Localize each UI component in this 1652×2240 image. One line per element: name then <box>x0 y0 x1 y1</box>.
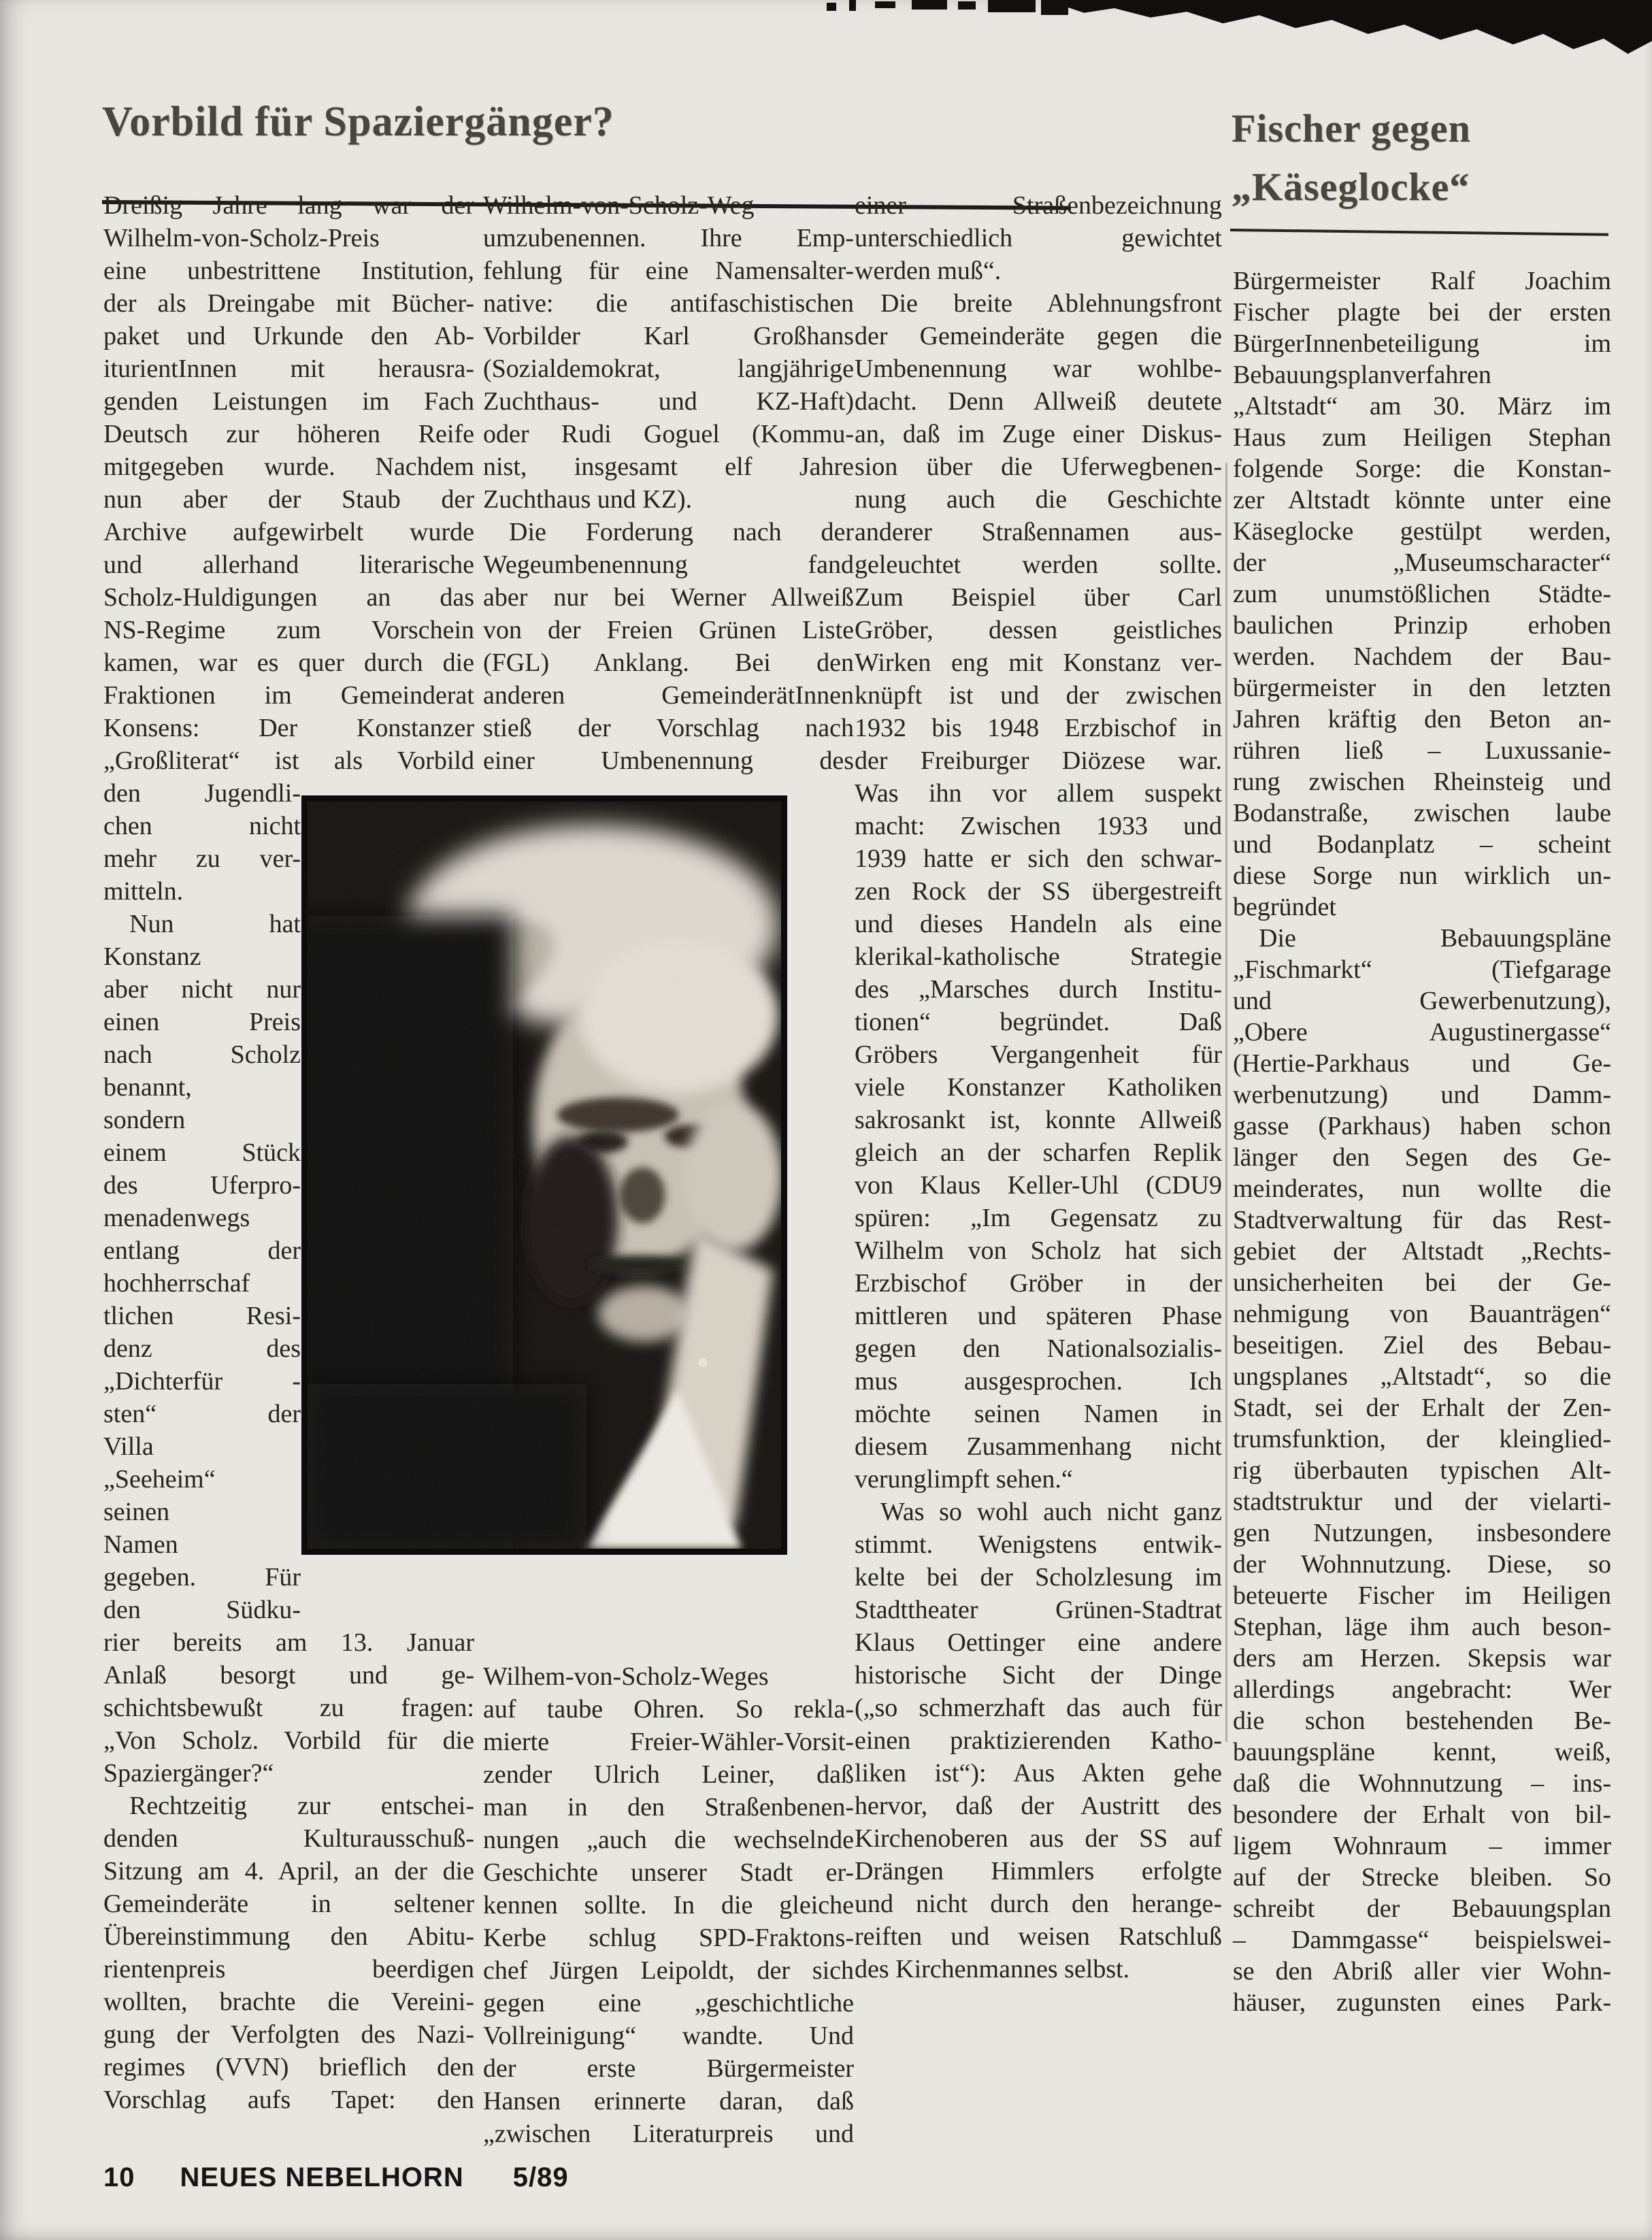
text-line: Konstanz <box>103 942 201 971</box>
text-line: Dreißig Jahre lang war der <box>103 191 474 220</box>
text-line: Käseglocke gestülpt werden, <box>1233 517 1611 546</box>
text-line: native: die antifaschistischen <box>483 289 854 318</box>
text-line: macht: Zwischen 1933 und <box>855 812 1222 840</box>
text-line: nung auch die Geschichte <box>855 485 1222 514</box>
text-line: ligem Wohnraum – immer <box>1233 1832 1611 1860</box>
text-line: BürgerInnenbeteiligung im <box>1233 329 1611 358</box>
text-line: zer Altstadt könnte unter eine <box>1233 486 1611 514</box>
text-line: werden. Nachdem der Bau- <box>1233 642 1611 671</box>
text-line: und allerhand literarische <box>103 550 474 579</box>
text-line: wollten, brachte die Vereini- <box>103 1988 474 2016</box>
text-line: 1932 bis 1948 Erzbischof in <box>855 714 1222 742</box>
text-line: reiften und weisen Ratschluß <box>855 1922 1222 1951</box>
text-line: kennen sollte. In die gleiche <box>483 1891 854 1920</box>
text-line: fehlung für eine Namensalter- <box>483 257 854 285</box>
text-line: Wilhem-von-Scholz-Weges <box>483 1662 769 1691</box>
text-line: gebiet der Altstadt „Rechts- <box>1233 1237 1611 1266</box>
text-line: häuser, zugunsten eines Park- <box>1233 1988 1611 2017</box>
text-line: aber nicht nur <box>103 975 301 1004</box>
text-line: von Klaus Keller-Uhl (CDU9 <box>855 1171 1222 1200</box>
text-line: Kirchenoberen aus der SS auf <box>855 1824 1222 1853</box>
text-line: kamen, war es quer durch die <box>103 648 474 677</box>
text-line: Jahren kräftig den Beton an- <box>1233 705 1611 734</box>
text-line: paket und Urkunde den Ab- <box>103 322 474 350</box>
text-line: hervor, daß der Austritt des <box>855 1792 1222 1820</box>
text-line: Nun hat <box>103 910 301 938</box>
text-line: Sitzung am 4. April, an der die <box>103 1857 474 1885</box>
text-line: Wegeumbenennung fand <box>483 550 854 579</box>
article1-column3 <box>855 189 1222 1986</box>
article2-column <box>1233 265 1611 2018</box>
text-line: Die breite Ablehnungsfront <box>855 289 1222 318</box>
text-line: bürgermeister in den letzten <box>1233 674 1611 702</box>
text-line: iturientInnen mit herausra- <box>103 355 474 383</box>
text-line: Wilhelm von Scholz hat sich <box>855 1236 1222 1265</box>
text-line: einen praktizierenden Katho- <box>855 1726 1222 1755</box>
text-line: Vorschlag aufs Tapet: den <box>103 2086 474 2114</box>
text-line: (FGL) Anklang. Bei den <box>483 648 854 677</box>
text-line: (Hertie-Parkhaus und Ge- <box>1233 1049 1611 1078</box>
text-line: beteuerte Fischer im Heiligen <box>1233 1581 1611 1610</box>
text-line: regimes (VVN) brieflich den <box>103 2053 474 2081</box>
text-line: umzubenennen. Ihre Emp- <box>483 224 854 252</box>
text-line: nun aber der Staub der <box>103 485 474 514</box>
text-line: Vollreinigung“ wandte. Und <box>483 2022 854 2050</box>
text-line: werden muß“. <box>855 257 1002 285</box>
text-line: des Uferpro- <box>103 1171 301 1200</box>
text-line: an, daß im Zuge einer Diskus- <box>855 420 1222 448</box>
text-line: („so schmerzhaft das auch für <box>855 1694 1222 1722</box>
text-line: und Gewerbenutzung), <box>1233 987 1611 1015</box>
text-line: unsicherheiten bei der Ge- <box>1233 1268 1611 1297</box>
text-line: Stadttheater Grünen-Stadtrat <box>855 1596 1222 1624</box>
text-line: geleuchtet werden sollte. <box>855 550 1222 579</box>
scan-artifact-mark <box>988 0 1036 12</box>
text-line: Scholz-Huldigungen an das <box>103 583 474 612</box>
portrait-photo-graphic <box>308 802 781 1549</box>
text-line: mus ausgesprochen. Ich <box>855 1367 1222 1396</box>
text-line: seinen <box>103 1498 170 1526</box>
text-line: zum unumstößlichen Städte- <box>1233 580 1611 608</box>
text-line: denden Kulturausschuß- <box>103 1824 474 1853</box>
text-line: Was ihn vor allem suspekt <box>855 779 1222 808</box>
article1-column2-top <box>483 189 854 777</box>
text-line: Die Forderung nach der <box>483 518 854 546</box>
portrait-photo <box>301 795 787 1555</box>
text-line: Haus zum Heiligen Stephan <box>1233 423 1611 452</box>
text-line: die schon bestehenden Be- <box>1233 1707 1611 1735</box>
text-line: Vorbilder Karl Großhans <box>483 322 854 350</box>
text-line: Umbenennung war wohlbe- <box>855 355 1222 383</box>
text-line: Zuchthaus- und KZ-Haft) <box>483 387 854 416</box>
text-line: Stephan, läge ihm auch beson- <box>1233 1613 1611 1641</box>
issue-number: 5/89 <box>512 2162 569 2192</box>
text-line: allerdings angebracht: Wer <box>1233 1675 1611 1704</box>
text-line: anderen GemeinderätInnen <box>483 681 854 710</box>
text-line: kelte bei der Scholzlesung im <box>855 1563 1222 1592</box>
text-line: auf taube Ohren. So rekla- <box>483 1695 854 1724</box>
page-number: 10 <box>103 2162 135 2192</box>
text-line: schreibt der Bebauungsplan <box>1233 1894 1611 1923</box>
text-line: mierte Freier-Wähler-Vorsit- <box>483 1728 854 1756</box>
text-line: Hansen erinnerte daran, daß <box>483 2087 854 2115</box>
text-line: Bebauungsplanverfahren <box>1233 361 1491 389</box>
text-line: Spaziergänger?“ <box>103 1759 274 1788</box>
text-line: mehr zu ver- <box>103 844 301 873</box>
text-line: und dieses Handeln als eine <box>855 910 1222 938</box>
page-footer <box>103 2162 569 2193</box>
text-line: Wilhelm-von-Scholz-Preis <box>103 224 380 252</box>
text-line: möchte seinen Namen in <box>855 1400 1222 1428</box>
text-line: Wirken eng mit Konstanz ver- <box>855 648 1222 677</box>
text-line: diese Sorge nun wirklich un- <box>1233 861 1611 890</box>
text-line: mitteln. <box>103 877 184 906</box>
text-line: der Gemeinderäte gegen die <box>855 322 1222 350</box>
text-line: „Altstadt“ am 30. März im <box>1233 392 1611 421</box>
text-line: Fischer plagte bei der ersten <box>1233 298 1611 327</box>
text-line: rühren ließ – Luxussanie- <box>1233 736 1611 765</box>
text-line: verunglimpft sehen.“ <box>855 1465 1073 1494</box>
text-line: NS-Regime zum Vorschein <box>103 616 474 644</box>
text-line: Erzbischof Gröber in der <box>855 1269 1222 1298</box>
text-line: beseitigen. Ziel des Bebau- <box>1233 1331 1611 1360</box>
scan-artifact-mark <box>958 1 976 10</box>
text-line: Wilhelm-von-Scholz-Weg <box>483 191 755 220</box>
text-line: der Freiburger Diözese war. <box>855 746 1222 775</box>
text-line: hochherrschaf <box>103 1269 250 1298</box>
scan-artifact-mark <box>912 0 947 10</box>
text-line: sten“ der <box>103 1400 301 1428</box>
text-line: der Wohnnutzung. Diese, so <box>1233 1550 1611 1579</box>
text-line: trumsfunktion, der kleinglied- <box>1233 1425 1611 1453</box>
text-line: Rechtzeitig zur entschei- <box>103 1792 474 1820</box>
text-line: den Südku- <box>103 1596 301 1624</box>
text-line: zender Ulrich Leiner, daß <box>483 1760 854 1789</box>
text-line: Deutsch zur höheren Reife <box>103 420 474 448</box>
text-line: gegen eine „geschichtliche <box>483 1989 854 2017</box>
text-line: sondern <box>103 1106 186 1134</box>
scan-artifact-mark <box>875 1 895 8</box>
text-line: tionen“ begründet. Daß <box>855 1008 1222 1036</box>
text-line: oder Rudi Goguel (Kommu- <box>483 420 854 448</box>
text-line: sakrosankt ist, konnte Allweiß <box>855 1106 1222 1134</box>
text-line: Zum Beispiel über Carl <box>855 583 1222 612</box>
text-line: Geschichte unserer Stadt er- <box>483 1858 854 1887</box>
text-line: nungen „auch die wechselnde <box>483 1826 854 1854</box>
text-line: gleich an der scharfen Replik <box>855 1138 1222 1167</box>
text-line: und nicht durch den herange- <box>855 1890 1222 1918</box>
text-line: mittleren und späteren Phase <box>855 1302 1222 1330</box>
article2-headline-line2: „Käseglocke“ <box>1232 165 1470 209</box>
text-line: auf der Strecke bleiben. So <box>1233 1863 1611 1892</box>
text-line: „Fischmarkt“ (Tiefgarage <box>1233 955 1611 984</box>
text-line: der als Dreingabe mit Bücher- <box>103 289 474 318</box>
text-line: genden Leistungen im Fach <box>103 387 474 416</box>
article2-headline <box>1232 99 1640 216</box>
text-line: Fraktionen im Gemeinderat <box>103 681 474 710</box>
text-line: viele Konstanzer Katholiken <box>855 1073 1222 1102</box>
text-line: eine unbestrittene Institution, <box>103 257 474 285</box>
text-line: „Von Scholz. Vorbild für die <box>103 1726 474 1755</box>
text-line: baulichen Prinzip erhoben <box>1233 611 1611 640</box>
text-line: anderer Straßennamen aus- <box>855 518 1222 546</box>
text-line: mitgegeben wurde. Nachdem <box>103 452 474 481</box>
text-line: folgende Sorge: die Konstan- <box>1233 455 1611 483</box>
scan-artifact-mark <box>849 0 856 11</box>
text-line: gen Nutzungen, insbesondere <box>1233 1519 1611 1547</box>
text-line: entlang der <box>103 1236 301 1265</box>
article1-column1-narrow <box>103 777 301 1626</box>
text-line: liken ist“): Aus Akten gehe <box>855 1759 1222 1788</box>
text-line: „Obere Augustinergasse“ <box>1233 1018 1611 1047</box>
text-line: gegen den Nationalsozialis- <box>855 1334 1222 1363</box>
text-line: stadtstruktur und der vielarti- <box>1233 1487 1611 1516</box>
text-line: ders am Herzen. Skepsis war <box>1233 1644 1611 1673</box>
text-line: Anlaß besorgt und ge- <box>103 1661 474 1690</box>
text-line: den Jugendli- <box>103 779 301 808</box>
scan-artifact-mark <box>827 3 836 11</box>
text-line: unterschiedlich gewichtet <box>855 224 1222 252</box>
text-line: ungsplanes „Altstadt“, so die <box>1233 1362 1611 1391</box>
text-line: Archive aufgewirbelt wurde <box>103 518 474 546</box>
text-line: Konsens: Der Konstanzer <box>103 714 474 742</box>
text-line: nehmigung von Bauanträgen“ <box>1233 1300 1611 1328</box>
article2-headline-line1: Fischer gegen <box>1232 106 1471 150</box>
text-line: einem Stück <box>103 1138 301 1167</box>
text-line: Zuchthaus und KZ). <box>483 485 693 514</box>
text-line: chen nicht <box>103 812 301 840</box>
text-line: dacht. Denn Allweiß deutete <box>855 387 1222 416</box>
article1-column1-top <box>103 189 474 777</box>
text-line: Villa <box>103 1432 154 1461</box>
text-line: nach Scholz <box>103 1040 301 1069</box>
text-line: Gröbers Vergangenheit für <box>855 1040 1222 1069</box>
text-line: Die Bebauungspläne <box>1233 924 1611 953</box>
text-line: schichtsbewußt zu fragen: <box>103 1694 474 1722</box>
text-line: Namen <box>103 1530 178 1559</box>
text-line: „Großliterat“ ist als Vorbild <box>103 746 474 775</box>
text-line: benannt, <box>103 1073 192 1102</box>
text-line: (Sozialdemokrat, langjährige <box>483 355 854 383</box>
text-line: nist, insgesamt elf Jahre <box>483 452 854 481</box>
text-line: „Dichterfür - <box>103 1367 301 1396</box>
text-line: der „Museumscharacter“ <box>1233 548 1611 577</box>
text-line: Bürgermeister Ralf Joachim <box>1233 267 1611 295</box>
text-line: besondere der Erhalt von bil- <box>1233 1800 1611 1829</box>
text-line: des „Marsches durch Institu- <box>855 975 1222 1004</box>
text-line: Klaus Oettinger eine andere <box>855 1628 1222 1657</box>
text-line: spüren: „Im Gegensatz zu <box>855 1204 1222 1232</box>
text-line: Gröber, dessen geistliches <box>855 616 1222 644</box>
magazine-name: NEUES NEBELHORN <box>180 2162 464 2192</box>
text-line: Kerbe schlug SPD-Fraktons- <box>483 1924 854 1952</box>
text-line: 1939 hatte er sich den schwar- <box>855 844 1222 873</box>
column-fold-line <box>1225 463 1227 1742</box>
text-line: des Kirchenmannes selbst. <box>855 1955 1130 1983</box>
article1-column1-bottom <box>103 1626 474 2116</box>
text-line: einen Preis <box>103 1008 301 1036</box>
text-line: – Dammgasse“ beispielswei- <box>1233 1926 1611 1954</box>
text-line: diesem Zusammenhang nicht <box>855 1432 1222 1461</box>
text-line: Was so wohl auch nicht ganz <box>855 1498 1222 1526</box>
text-line: Stadtverwaltung für das Rest- <box>1233 1206 1611 1234</box>
text-line: einer Umbenennung des <box>483 746 854 775</box>
text-line: se den Abriß aller vier Wohn- <box>1233 1957 1611 1986</box>
text-line: stieß der Vorschlag nach <box>483 714 854 742</box>
text-line: gasse (Parkhaus) haben schon <box>1233 1112 1611 1140</box>
text-line: länger den Segen des Ge- <box>1233 1143 1611 1172</box>
text-line: rier bereits am 13. Januar <box>103 1628 474 1657</box>
text-line: werbenutzung) und Damm- <box>1233 1081 1611 1109</box>
text-line: zen Rock der SS übergestreift <box>855 877 1222 906</box>
scan-artifact-mark <box>1041 0 1068 15</box>
article1-column2-bottom <box>483 1660 854 2150</box>
text-line: sion über die Uferwegbenen- <box>855 452 1222 481</box>
text-line: aber nur bei Werner Allweiß <box>483 583 854 612</box>
text-line: denz des <box>103 1334 301 1363</box>
article1-headline: Vorbild für Spaziergänger? <box>102 98 614 145</box>
text-line: Übereinstimmung den Abitu- <box>103 1922 474 1951</box>
text-line: stimmt. Wenigstens entwik- <box>855 1530 1222 1559</box>
text-line: daß die Wohnnutzung – ins- <box>1233 1769 1611 1798</box>
text-line: man in den Straßenbenen- <box>483 1793 854 1822</box>
text-line: einer Straßenbezeichnung <box>855 191 1222 220</box>
text-line: der erste Bürgermeister <box>483 2054 854 2083</box>
text-line: Drängen Himmlers erfolgte <box>855 1857 1222 1885</box>
article2-headline-rule <box>1230 229 1608 236</box>
text-line: rientenpreis beerdigen <box>103 1955 474 1983</box>
scan-artifact-band <box>1048 0 1652 59</box>
text-line: von der Freien Grünen Liste <box>483 616 854 644</box>
text-line: Gemeinderäte in seltener <box>103 1890 474 1918</box>
text-line: Stadt, sei der Erhalt der Zen- <box>1233 1394 1611 1422</box>
text-line: rung zwischen Rheinsteig und <box>1233 768 1611 796</box>
text-line: gegeben. Für <box>103 1563 301 1592</box>
text-line: und Bodanplatz – scheint <box>1233 830 1611 859</box>
text-line: rig überbauten typischen Alt- <box>1233 1456 1611 1485</box>
text-line: gung der Verfolgten des Nazi- <box>103 2020 474 2049</box>
text-line: begründet <box>1233 893 1336 921</box>
text-line: historische Sicht der Dinge <box>855 1661 1222 1690</box>
text-line: menadenwegs <box>103 1204 250 1232</box>
text-line: tlichen Resi- <box>103 1302 301 1330</box>
text-line: knüpft ist und der zwischen <box>855 681 1222 710</box>
text-line: „Seeheim“ <box>103 1465 216 1494</box>
text-line: „zwischen Literaturpreis und <box>483 2120 854 2148</box>
text-line: klerikal-katholische Strategie <box>855 942 1222 971</box>
text-line: chef Jürgen Leipoldt, der sich <box>483 1956 854 1985</box>
text-line: meinderates, nun wollte die <box>1233 1174 1611 1203</box>
text-line: Bodanstraße, zwischen laube <box>1233 799 1611 827</box>
text-line: bauungspläne kennt, weiß, <box>1233 1738 1611 1766</box>
